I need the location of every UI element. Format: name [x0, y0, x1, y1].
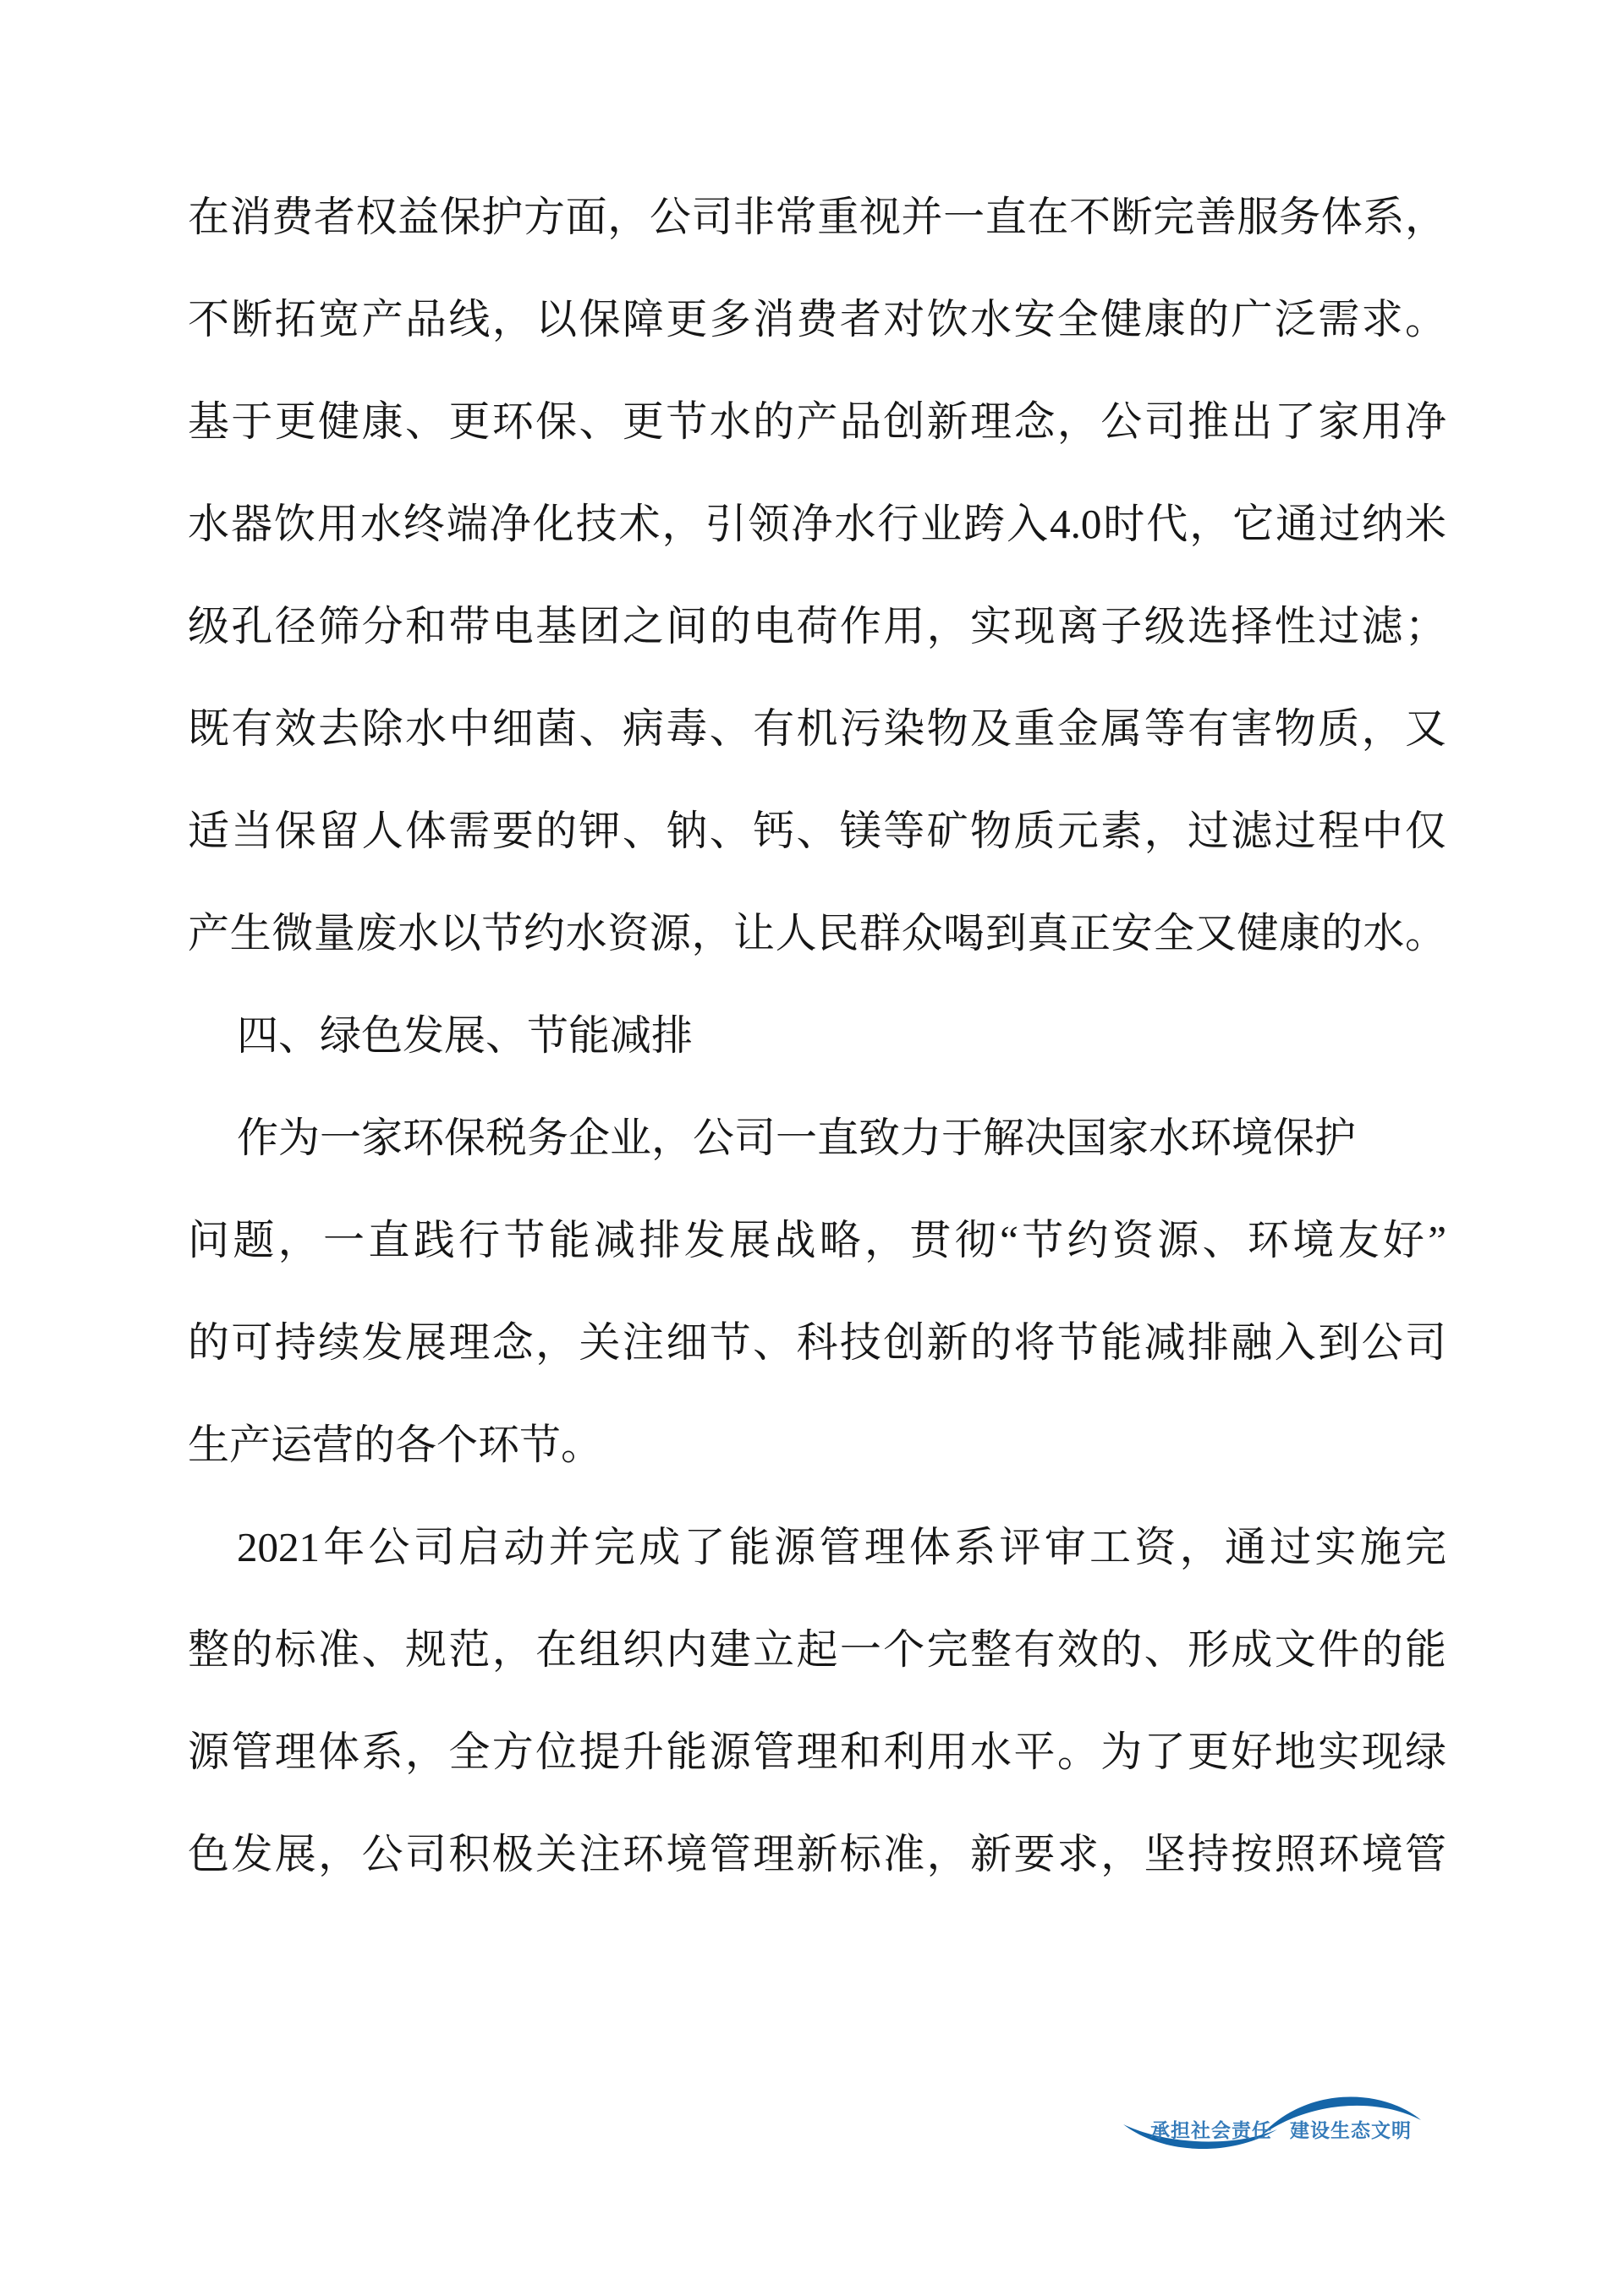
document-line: 基于更健康、更环保、更节水的产品创新理念，公司推出了家用净 [188, 398, 1446, 445]
document-line: 源管理体系，全方位提升能源管理和利用水平。为了更好地实现绿 [188, 1729, 1446, 1775]
document-line: 色发展，公司积极关注环境管理新标准，新要求，坚持按照环境管 [188, 1831, 1446, 1877]
footer-logo [1115, 2074, 1429, 2168]
footer-slogan-left: 承担社会责任 [1150, 2120, 1272, 2141]
document-line: 产生微量废水以节约水资源，让人民群众喝到真正安全又健康的水。 [188, 910, 1446, 956]
document-line: 作为一家环保税务企业，公司一直致力于解决国家水环境保护 [237, 1115, 1357, 1161]
document-line: 生产运营的各个环节。 [188, 1422, 603, 1468]
document-line: 水器饮用水终端净化技术，引领净水行业跨入4.0时代，它通过纳米 [188, 501, 1446, 547]
footer-slogan-right: 建设生态文明 [1290, 2120, 1412, 2141]
document-line: 整的标准、规范，在组织内建立起一个完整有效的、形成文件的能 [188, 1626, 1446, 1673]
document-body [188, 166, 1446, 1905]
document-line: 既有效去除水中细菌、病毒、有机污染物及重金属等有害物质，又 [188, 705, 1446, 752]
document-line: 适当保留人体需要的钾、钠、钙、镁等矿物质元素，过滤过程中仅 [188, 808, 1446, 854]
document-line: 不断拓宽产品线，以保障更多消费者对饮水安全健康的广泛需求。 [188, 296, 1446, 342]
document-line: 的可持续发展理念，关注细节、科技创新的将节能减排融入到公司 [188, 1319, 1446, 1366]
section-heading: 四、绿色发展、节能减排 [237, 1012, 694, 1059]
document-line: 级孔径筛分和带电基团之间的电荷作用，实现离子级选择性过滤； [188, 603, 1446, 649]
document-line: 问题，一直践行节能减排发展战略，贯彻“节约资源、环境友好” [188, 1217, 1446, 1263]
document-line: 2021年公司启动并完成了能源管理体系评审工资，通过实施完 [237, 1524, 1446, 1570]
document-line: 在消费者权益保护方面，公司非常重视并一直在不断完善服务体系， [188, 194, 1446, 240]
